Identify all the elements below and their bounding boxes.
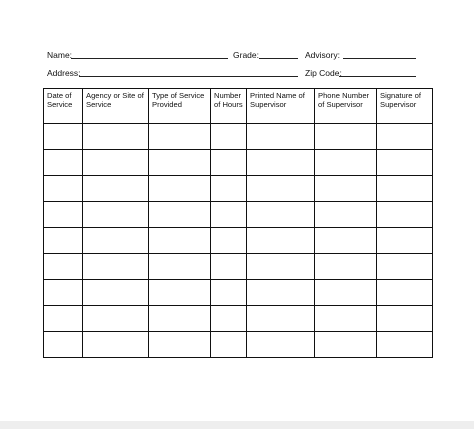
type-of-service-cell[interactable] [149,280,211,306]
page-bottom-edge [0,421,474,429]
header-type-of-service: Type of Service Provided [149,89,211,124]
agency-or-site-cell[interactable] [83,202,149,228]
type-of-service-cell[interactable] [149,332,211,358]
date-of-service-cell[interactable] [44,176,83,202]
header-number-of-hours: Number of Hours [211,89,247,124]
grade-field[interactable] [259,58,298,59]
phone-number-cell[interactable] [315,332,377,358]
number-of-hours-cell[interactable] [211,202,247,228]
date-of-service-cell[interactable] [44,124,83,150]
number-of-hours-cell[interactable] [211,306,247,332]
printed-name-cell[interactable] [247,150,315,176]
table-header [44,89,433,124]
table-body [44,124,433,358]
signature-cell[interactable] [377,150,433,176]
type-of-service-cell[interactable] [149,176,211,202]
table-row [44,202,433,228]
agency-or-site-cell[interactable] [83,150,149,176]
signature-cell[interactable] [377,306,433,332]
printed-name-cell[interactable] [247,280,315,306]
phone-number-cell[interactable] [315,124,377,150]
grade-label: Grade: [233,50,259,60]
agency-or-site-cell[interactable] [83,306,149,332]
header-printed-name-of-supervisor: Printed Name of Supervisor [247,89,315,124]
printed-name-cell[interactable] [247,254,315,280]
address-field[interactable] [79,76,298,77]
agency-or-site-cell[interactable] [83,280,149,306]
signature-cell[interactable] [377,176,433,202]
advisory-label: Advisory: [305,50,340,60]
agency-or-site-cell[interactable] [83,228,149,254]
printed-name-cell[interactable] [247,332,315,358]
agency-or-site-cell[interactable] [83,176,149,202]
phone-number-cell[interactable] [315,254,377,280]
signature-cell[interactable] [377,228,433,254]
table-row [44,332,433,358]
number-of-hours-cell[interactable] [211,332,247,358]
number-of-hours-cell[interactable] [211,176,247,202]
printed-name-cell[interactable] [247,124,315,150]
signature-cell[interactable] [377,332,433,358]
zip-code-field[interactable] [339,76,416,77]
table-row [44,280,433,306]
name-label: Name: [47,50,73,60]
zip-code-label: Zip Code: [305,68,342,78]
table-row [44,254,433,280]
printed-name-cell[interactable] [247,306,315,332]
date-of-service-cell[interactable] [44,280,83,306]
phone-number-cell[interactable] [315,280,377,306]
table-row [44,150,433,176]
type-of-service-cell[interactable] [149,228,211,254]
type-of-service-cell[interactable] [149,306,211,332]
advisory-field[interactable] [343,58,416,59]
printed-name-cell[interactable] [247,228,315,254]
agency-or-site-cell[interactable] [83,124,149,150]
date-of-service-cell[interactable] [44,306,83,332]
agency-or-site-cell[interactable] [83,254,149,280]
date-of-service-cell[interactable] [44,228,83,254]
header-date-of-service: Date of Service [44,89,83,124]
header-row [44,89,433,124]
number-of-hours-cell[interactable] [211,228,247,254]
table-row [44,124,433,150]
service-log-table [43,88,433,358]
agency-or-site-cell[interactable] [83,332,149,358]
printed-name-cell[interactable] [247,202,315,228]
date-of-service-cell[interactable] [44,254,83,280]
phone-number-cell[interactable] [315,176,377,202]
phone-number-cell[interactable] [315,228,377,254]
printed-name-cell[interactable] [247,176,315,202]
table-row [44,176,433,202]
table-row [44,306,433,332]
signature-cell[interactable] [377,124,433,150]
signature-cell[interactable] [377,280,433,306]
type-of-service-cell[interactable] [149,202,211,228]
type-of-service-cell[interactable] [149,150,211,176]
signature-cell[interactable] [377,202,433,228]
date-of-service-cell[interactable] [44,202,83,228]
table-row [44,228,433,254]
phone-number-cell[interactable] [315,306,377,332]
number-of-hours-cell[interactable] [211,280,247,306]
date-of-service-cell[interactable] [44,332,83,358]
date-of-service-cell[interactable] [44,150,83,176]
type-of-service-cell[interactable] [149,254,211,280]
number-of-hours-cell[interactable] [211,150,247,176]
address-label: Address: [47,68,81,78]
header-phone-number-of-supervisor: Phone Number of Supervisor [315,89,377,124]
type-of-service-cell[interactable] [149,124,211,150]
phone-number-cell[interactable] [315,202,377,228]
name-field[interactable] [71,58,228,59]
phone-number-cell[interactable] [315,150,377,176]
signature-cell[interactable] [377,254,433,280]
header-agency-or-site: Agency or Site of Service [83,89,149,124]
number-of-hours-cell[interactable] [211,254,247,280]
header-signature-of-supervisor: Signature of Supervisor [377,89,433,124]
number-of-hours-cell[interactable] [211,124,247,150]
